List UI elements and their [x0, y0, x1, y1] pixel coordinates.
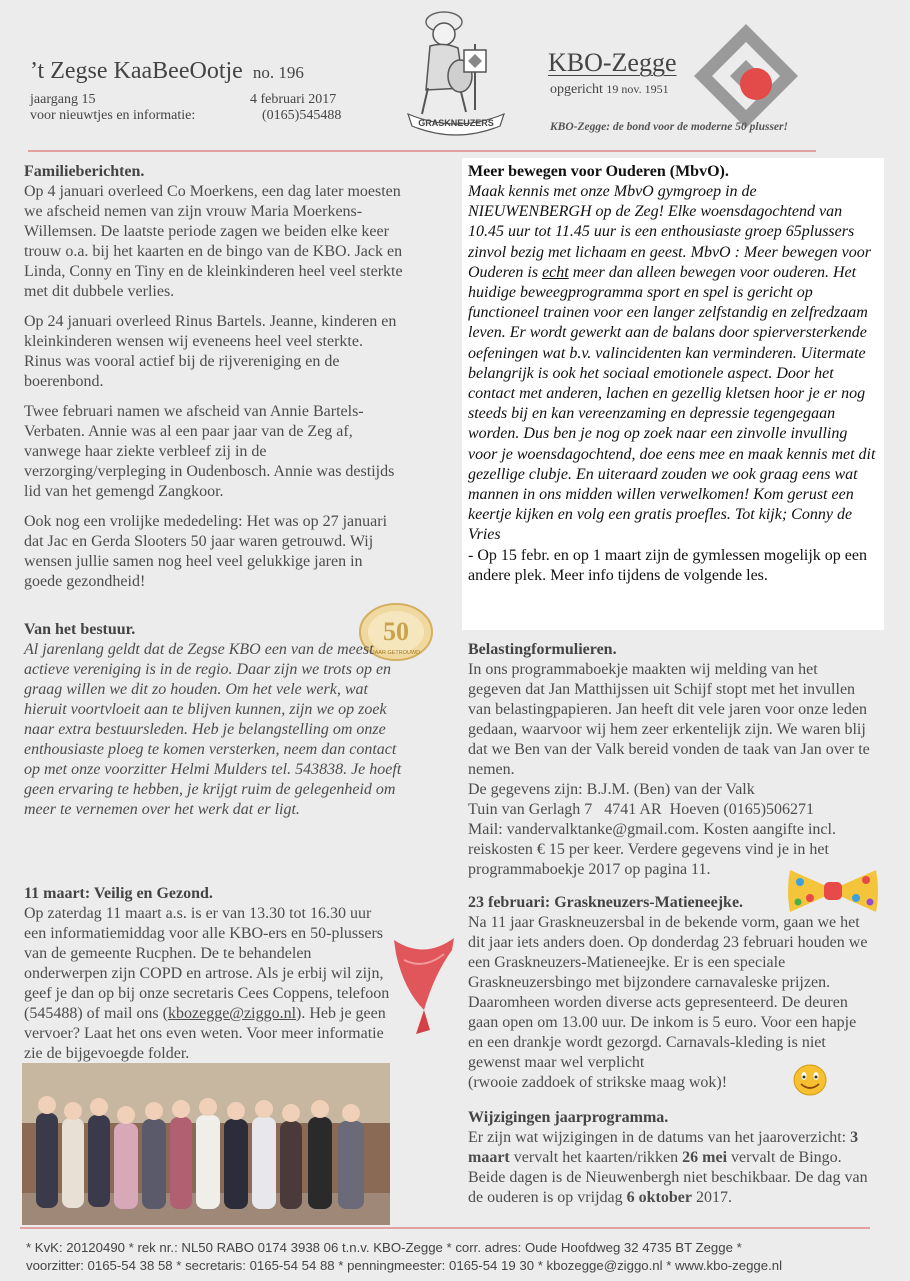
- veilig-text: [24, 904, 394, 1064]
- mbvo-section: [468, 162, 880, 586]
- belasting-address: Tuin van Gerlagh 7 4741 AR Hoeven (0165)506271: [468, 801, 815, 818]
- mbvo-echt: echt: [542, 263, 569, 281]
- mbvo-note: - Op 15 febr. en op 1 maart zijn de gymlessen mogelijk op een andere plek. Meer info tijdens de volgende les.: [468, 546, 868, 584]
- issue-number: no. 196: [252, 63, 304, 82]
- badge-number: 50: [383, 617, 409, 646]
- familie-p4: Ook nog een vrolijke mededeling: Het was op 27 januari dat Jac en Gerda Slooters 50 jaar waren getrouwd. Wij wensen jullie samen nog heel veel gelukkige jaren in goede gezondheid!: [24, 513, 388, 590]
- graskneuzers-text: Na 11 jaar Graskneuzersbal in de bekende vorm, gaan we het dit jaar iets anders doen. Op donderdag 23 februari houden we een Graskneuzers-Matieneejke. Er is een speciale Graskneuzersbingo met bijzondere carnavaleske prijzen. Daaromheen worden diverse acts gepresenteerd. De deuren gaan open om 13.00 uur. De inkom is 5 euro. Voor een hapje en een drankje wordt gezorgd. Carnavals-kleding is niet gewenst maar wel verplicht: [468, 914, 868, 1071]
- mbvo-text: [468, 182, 880, 546]
- title-text: ’t Zegse KaaBeeOotje: [30, 58, 243, 84]
- logo-lettering: GRASKNEUZERS: [418, 118, 494, 128]
- wijzigingen-text: [468, 1128, 873, 1208]
- footer-line-2: voorzitter: 0165-54 38 58 * secretaris: 0165-54 54 88 * penningmeester: 0165-54 19 30 * kbozegge@ziggo.nl * www.kbo-zegge.nl: [26, 1258, 783, 1273]
- group-photo: [22, 1063, 390, 1225]
- founded: [550, 82, 669, 98]
- bestuur-section: [24, 620, 409, 830]
- graskneuzers-aside: (rwooie zaddoek of strikske maag wok)!: [468, 1074, 728, 1091]
- belasting-section: [468, 640, 873, 880]
- veilig-text-b: ). Heb je geen vervoer? Laat het ons even weten. Voor meer informatie zie de bijgevoegde folder.: [24, 1005, 386, 1062]
- newsletter-title: [30, 58, 304, 85]
- red-scarf-illustration: [384, 930, 464, 1040]
- veilig-section: [24, 884, 409, 1074]
- header-divider: [28, 150, 816, 152]
- mbvo-intro: Maak kennis met onze MbvO gymgroep in de NIEUWENBERGH op de Zeg! Elke woensdagochtend van 10.45 uur tot 11.45 uur is een enthousiaste groep 65plussers zinvol bezig met lichaam en geest. MbvO : Meer bewegen voor Ouderen is: [468, 183, 871, 281]
- familieberichten-section: [24, 162, 404, 602]
- bestuur-text: Al jarenlang geldt dat de Zegse KBO een van de meest actieve vereniging is in de regio. Daar zijn we trots op en graag willen we dit zo houden. Om het vele werk, wat hieruit voortvloeit aan te blijven kunnen, zijn we op zoek naar extra bestuursleden. Heb je belangstelling om onze enthousiaste ploeg te komen versterken, neem dan contact op met onze voorzitter Helmi Mulders tel. 543838. Je hoeft geen ervaring te hebben, je krijgt ruim de gelegenheid om meer te vernemen over het werk dat er ligt.: [24, 641, 402, 818]
- veilig-text-a: Op zaterdag 11 maart a.s. is er van 13.30 tot 16.30 uur een informatiemiddag voor alle KBO-ers en 50-plussers van de gemeente Rucphen. De te behandelen onderwerpen zijn COPD en artrose. Als je erbij wil zijn, geef je dan op bij onze secretaris Cees Coppens, telefoon (545488) of mail ons (: [24, 905, 390, 1022]
- bestuur-heading: Van het bestuur.: [24, 621, 136, 638]
- info-label: voor nieuwtjes en informatie:: [30, 108, 196, 123]
- wijz-t2: vervalt het kaarten/rikken: [509, 1149, 683, 1166]
- wijz-t1: Er zijn wat wijzigingen in de datums van het jaaroverzicht:: [468, 1129, 851, 1146]
- org-name: KBO-Zegge: [548, 48, 677, 77]
- mbvo-heading: Meer bewegen voor Ouderen (MbvO).: [468, 163, 729, 180]
- veilig-email-link[interactable]: kbozegge@ziggo.nl: [167, 1005, 297, 1022]
- wijz-t3: vervalt de Bingo. Beide dagen is de Nieuwenbergh niet beschikbaar. De dag van de ouderen is op vrijdag: [468, 1149, 868, 1206]
- badge-text: JAAR GETROUWD: [371, 650, 421, 656]
- wijz-t4: 2017.: [691, 1189, 732, 1206]
- info-phone: (0165)545488: [262, 108, 342, 123]
- wijzigingen-section: [468, 1108, 873, 1208]
- graskneuzers-logo: [400, 2, 512, 144]
- smiley-icon: [790, 1062, 830, 1098]
- familie-p3: Twee februari namen we afscheid van Annie Bartels-Verbaten. Annie was al een paar jaar van de Zeg af, vanwege haar ziekte verbleef zij in de verzorging/verpleging in Oudenbosch. Annie was destijds lid van het gemengd Zangkoor.: [24, 403, 395, 500]
- footer-divider: [20, 1227, 870, 1229]
- belasting-heading: Belastingformulieren.: [468, 641, 617, 658]
- belasting-mail: Mail: vandervalktanke@gmail.com. Kosten aangifte incl. reiskosten € 15 per keer. Verdere gegevens vind je in het programmaboekje 2017 op pagina 11.: [468, 821, 836, 878]
- mbvo-body: meer dan alleen bewegen voor ouderen. Het huidige beweegprogramma sport en spel is gericht op functioneel trainen voor een langer zelfstandig en zelfredzaam leven. Er wordt gewerkt aan de balans door spierversterkende oefeningen wat b.v. valincidenten kan verminderen. Uitermate belangrijk is ook het sociaal emotionele aspect. Door het contact met anderen, lachen en gezellig kletsen hoor je er nog steeds bij en kan vereenzaming en depressie tegengegaan worden. Dus ben je nog op zoek naar een zinvolle invulling voor je woensdagochtend, doe eens mee en maak kennis met dit gezellige clubje. En uiteraard zouden we ook graag eens wat mannen in ons midden willen verwelkomen! Kom gerust een keertje kijken en volg een gratis proefles. Tot kijk; Conny de Vries: [468, 263, 876, 544]
- founded-date: 19 nov. 1951: [606, 82, 669, 96]
- familieberichten-heading: Familieberichten.: [24, 163, 145, 180]
- founded-label: opgericht: [550, 82, 603, 97]
- wijz-date-3: 6 oktober: [626, 1189, 692, 1206]
- wijz-date-1: 3 maart: [468, 1129, 859, 1166]
- wijzigingen-heading: Wijzigingen jaarprogramma.: [468, 1109, 669, 1126]
- belasting-text: In ons programmaboekje maakten wij melding van het gegeven dat Jan Matthijssen uit Schijf stopt met het invullen van belastingpapieren. Jan heeft dit vele jaren voor onze leden gedaan, waarvoor wij hem zeer erkentelijk zijn. We waren blij dat we Ben van der Valk bereid vonden de taak van Jan over te nemen.: [468, 661, 870, 778]
- issue-date: 4 februari 2017: [250, 92, 337, 107]
- slogan: KBO-Zegge: de bond voor de moderne 50 plusser!: [550, 121, 788, 133]
- veilig-heading: 11 maart: Veilig en Gezond.: [24, 885, 213, 902]
- wijz-date-2: 26 mei: [682, 1149, 728, 1166]
- footer-line-1: * KvK: 20120490 * rek nr.: NL50 RABO 0174 3938 06 t.n.v. KBO-Zegge * corr. adres: Oude Hoofdweg 32 4735 BT Zegge *: [26, 1240, 742, 1255]
- familie-p2: Op 24 januari overleed Rinus Bartels. Jeanne, kinderen en kleinkinderen wensen wij eveneens heel veel sterkte. Rinus was vooral actief bij de rijvereniging en de boerenbond.: [24, 313, 397, 390]
- jaargang: jaargang 15: [30, 92, 96, 107]
- familie-p1: Op 4 januari overleed Co Moerkens, een dag later moesten we afscheid nemen van zijn vrouw Maria Moerkens-Willemsen. De laatste periode zagen we beiden elke keer trouw o.a. bij het kaarten en de bingo van de KBO. Jack en Linda, Conny en Tiny en de kleinkinderen heel veel sterkte met dit dubbele verlies.: [24, 183, 403, 300]
- belasting-contact: De gegevens zijn: B.J.M. (Ben) van der Valk: [468, 781, 755, 798]
- graskneuzers-heading: 23 februari: Graskneuzers-Matieneejke.: [468, 894, 744, 911]
